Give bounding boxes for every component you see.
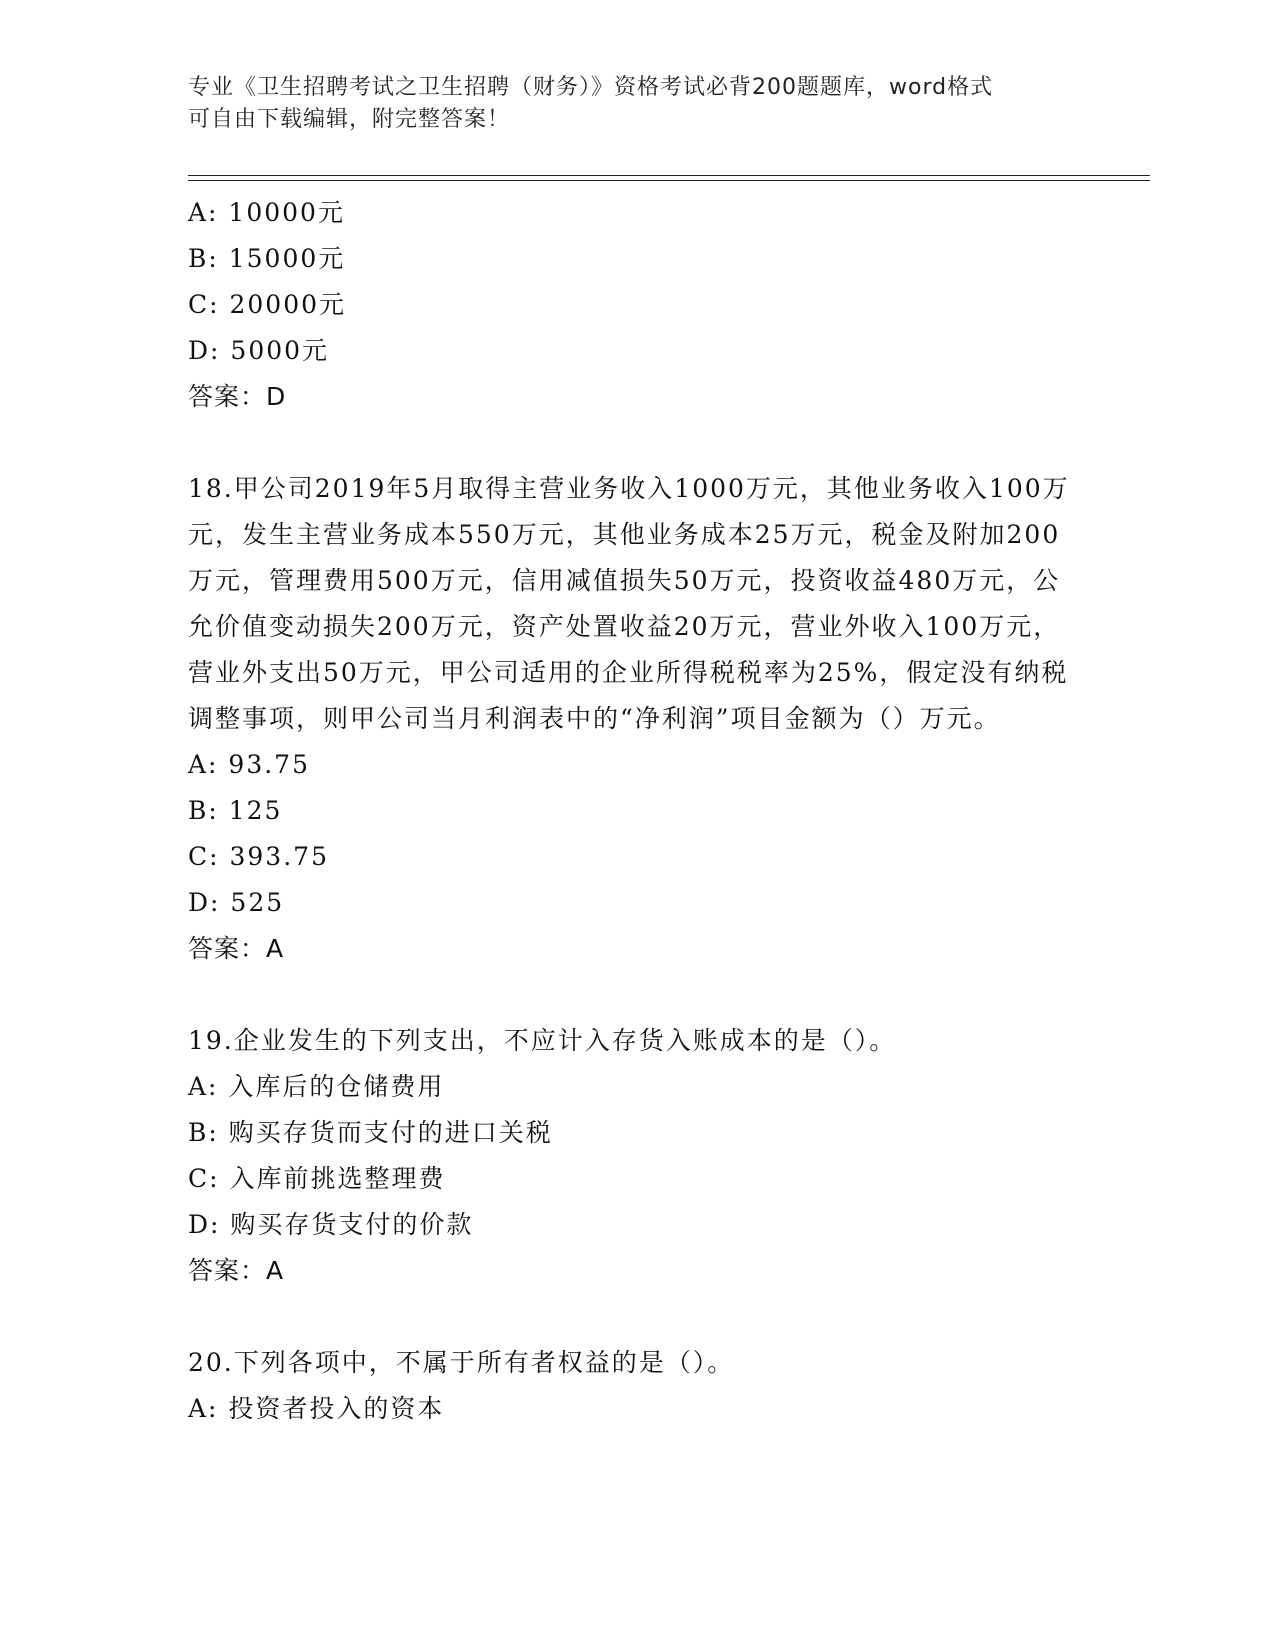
question-20 (188, 1340, 1088, 1432)
option-d: D: 5000元 (188, 336, 330, 365)
question-stem: 20.下列各项中，不属于所有者权益的是（）。 (188, 1348, 735, 1377)
option-c: C: 20000元 (188, 290, 347, 319)
question-17 (188, 190, 1088, 420)
header-rule-bottom (188, 180, 1150, 181)
document-header (188, 72, 1068, 136)
question-18 (188, 466, 1088, 972)
option-c: C: 393.75 (188, 842, 329, 871)
option-b: B: 125 (188, 796, 283, 825)
option-d: D: 购买存货支付的价款 (188, 1210, 474, 1239)
option-b: B: 购买存货而支付的进口关税 (188, 1118, 553, 1147)
answer: 答案：A (188, 934, 285, 963)
question-stem: 18.甲公司2019年5月取得主营业务收入1000万元，其他业务收入100万元，发生主营业务成本550万元，其他业务成本25万元，税金及附加200万元，管理费用500万元，信用减值损失50万元，投资收益480万元，公允价值变动损失200万元，资产处置收益20万元，营业外收入100万元，营业外支出50万元，甲公司适用的企业所得税税率为25%，假定没有纳税调整事项，则甲公司当月利润表中的“净利润”项目金额为（）万元。 (188, 474, 1070, 733)
spacer (188, 1294, 1088, 1340)
answer: 答案：A (188, 1256, 285, 1285)
question-stem: 19.企业发生的下列支出，不应计入存货入账成本的是（）。 (188, 1026, 897, 1055)
header-title-line1: 专业《卫生招聘考试之卫生招聘（财务）》资格考试必背200题题库，word格式 (188, 75, 994, 100)
option-a: A: 10000元 (188, 198, 345, 227)
spacer (188, 972, 1088, 1018)
option-a: A: 投资者投入的资本 (188, 1394, 445, 1423)
option-a: A: 93.75 (188, 750, 310, 779)
answer: 答案：D (188, 382, 287, 411)
question-content (188, 190, 1088, 1432)
header-title-line2: 可自由下载编辑，附完整答案！ (188, 107, 511, 132)
question-19 (188, 1018, 1088, 1294)
option-b: B: 15000元 (188, 244, 346, 273)
option-c: C: 入库前挑选整理费 (188, 1164, 446, 1193)
spacer (188, 420, 1088, 466)
header-rule-top (188, 175, 1150, 176)
option-d: D: 525 (188, 888, 285, 917)
option-a: A: 入库后的仓储费用 (188, 1072, 445, 1101)
